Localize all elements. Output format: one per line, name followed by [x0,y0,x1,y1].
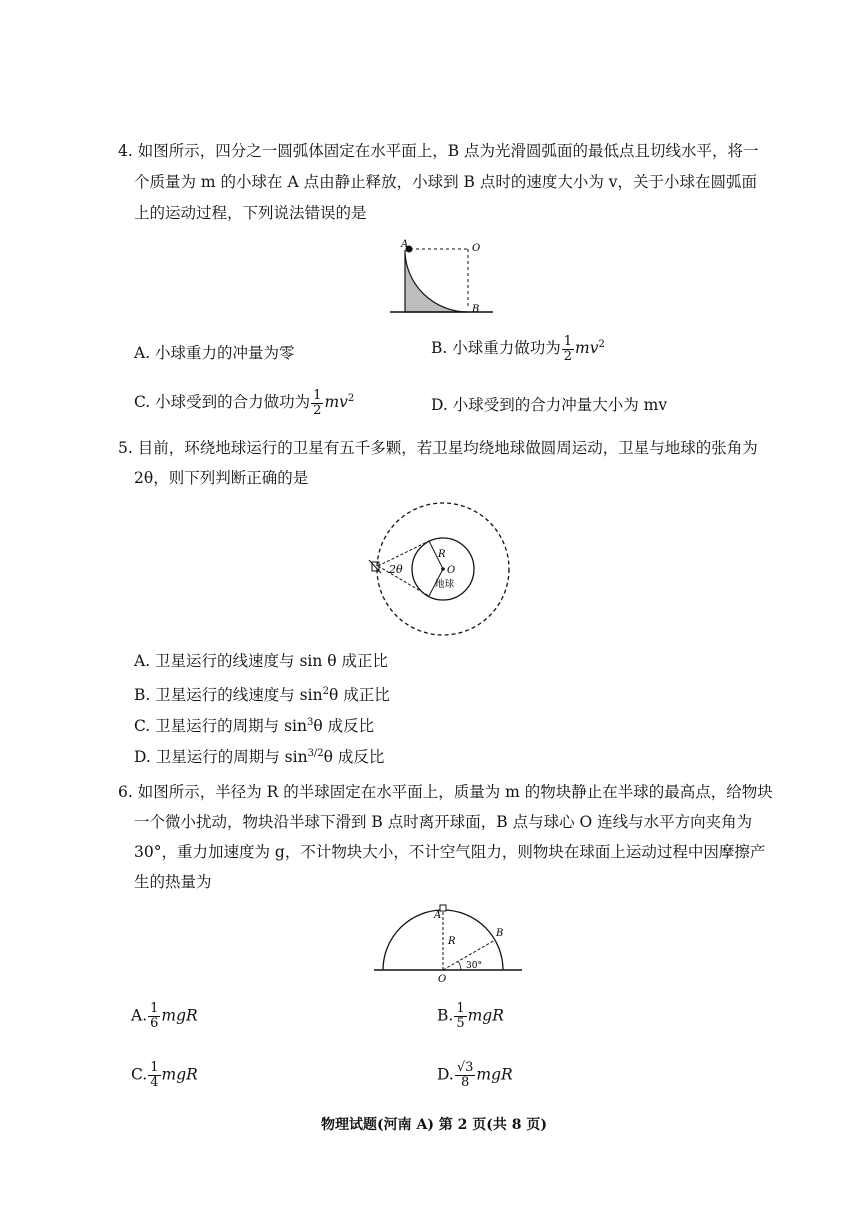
q5-stem-line2: 2θ，则下列判断正确的是 [134,469,309,487]
arc-body [405,250,468,312]
q4-stem-line2: 个质量为 m 的小球在 A 点由静止释放，小球到 B 点时的速度大小为 v，关于小球在圆弧面 [134,173,758,191]
label-R: R [438,549,446,560]
tangent-upper [378,541,429,566]
fraction: $\frac{1}{2}$ [313,387,322,418]
q6-stem-line3: 30°，重力加速度为 g，不计物块大小，不计空气阻力，则物块在球面上运动过程中因摩擦产 [134,843,766,861]
q4-option-b-text: B. 小球重力做功为 [431,339,561,358]
q6-hemisphere-figure [372,900,524,986]
label-A: A [434,910,442,921]
q6-option-b: B. $\frac{1}{5}$ mgR [437,1001,504,1031]
q5-option-c: C. 卫星运行的周期与 $\sin^3\theta$ 成反比 [134,717,375,736]
q4-option-c-text: C. 小球受到的合力做功为 [134,393,311,412]
label-angle: 30° [466,961,482,971]
q6-stem-line1: 6. 如图所示，半径为 R 的半球固定在水平面上，质量为 m 的物块静止在半球的最高点，给物块 [118,783,773,801]
label-B: B [472,304,480,315]
label-earth: 地球 [435,579,455,590]
q5-stem-line1: 5. 目前，环绕地球运行的卫星有五千多颗，若卫星均绕地球做圆周运动，卫星与地球的张角为 [118,439,758,457]
label-O: O [472,243,481,254]
fraction: $\frac{1}{2}$ [563,333,573,364]
q4-quarter-arc-figure [388,236,498,320]
q6-option-a: A. $\frac{1}{6}$ mgR [131,1001,198,1031]
fraction: $\frac{1}{5}$ [456,1001,465,1031]
q4-option-d: D. 小球受到的合力冲量大小为 mv [431,396,668,414]
satellite-icon [369,560,381,573]
tangent-lower [378,566,429,596]
q4-option-b: B. 小球重力做功为 $\frac{1}{2}$ $mv^2$ [431,333,605,364]
q4-stem-line3: 上的运动过程，下列说法错误的是 [134,204,367,222]
q6-stem-line2: 一个微小扰动，物块沿半球下滑到 B 点时离开球面，B 点与球心 O 连线与水平方向夹角为 [134,813,753,831]
label-R: R [448,936,456,947]
q4-option-a: A. 小球重力的冲量为零 [134,344,295,362]
q6-option-c: C. $\frac{1}{4}$ mgR [131,1060,198,1090]
center-dot [441,567,445,571]
label-O: O [447,565,456,576]
label-B: B [496,928,504,939]
q5-option-d: D. 卫星运行的周期与 $\sin^{3/2}\theta$ 成反比 [134,748,385,767]
fraction: $\frac{√3}{8}$ [456,1060,474,1090]
label-O: O [438,974,447,985]
q5-option-a: A. 卫星运行的线速度与 sin θ 成正比 [134,652,389,670]
q5-satellite-figure [365,496,515,644]
label-A: A [401,239,409,250]
angle-arc [458,961,461,970]
page-footer: 物理试题(河南 A) 第 2 页(共 8 页) [320,1117,548,1133]
q6-option-d: D. $\frac{√3}{8}$ mgR [437,1060,513,1090]
q4-stem-line1: 4. 如图所示，四分之一圆弧体固定在水平面上，B 点为光滑圆弧面的最低点且切线水平，将一 [118,142,759,160]
q6-stem-line4: 生的热量为 [134,873,212,891]
q5-option-b: B. 卫星运行的线速度与 $\sin^2\theta$ 成正比 [134,686,390,705]
q4-option-c: C. 小球受到的合力做功为 $\frac{1}{2}$ $mv^2$ [134,387,355,418]
fraction: $\frac{1}{6}$ [150,1001,159,1031]
fraction: $\frac{1}{4}$ [150,1060,159,1090]
label-angle: 2θ [389,563,403,576]
